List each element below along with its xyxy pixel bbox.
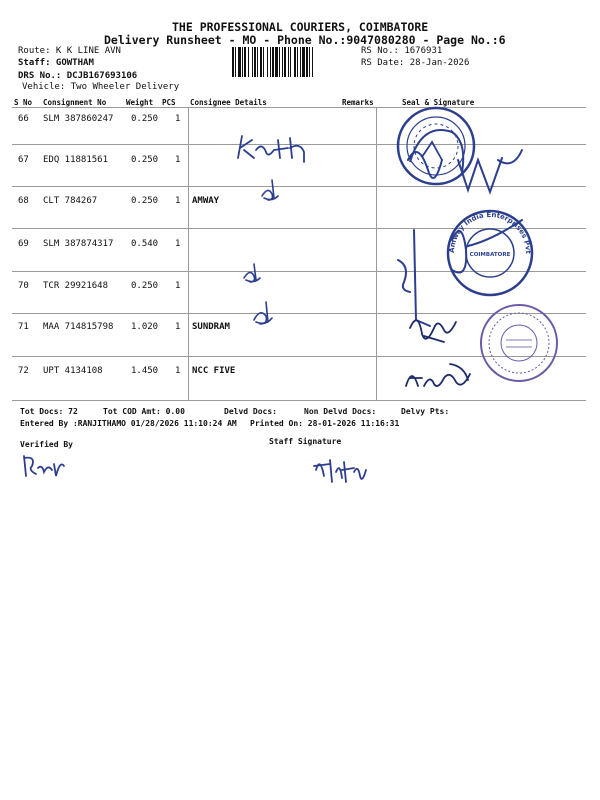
row-consignment: UPT 4134108 [43, 366, 103, 376]
row-sno: 68 [18, 196, 29, 206]
total-docs: Tot Docs: 72 [20, 407, 78, 416]
barcode-bar [300, 47, 301, 77]
barcode-bar [248, 47, 249, 77]
handwritten-initial [258, 176, 282, 204]
col-seal-header: Seal & Signature [402, 98, 475, 107]
barcode-bar [232, 47, 234, 77]
delivery-points: Delvy Pts: [401, 407, 450, 416]
row-consignment: MAA 714815798 [43, 322, 114, 332]
staff-label: Staff: GOWTHAM [18, 58, 94, 68]
total-cod: Tot COD Amt: 0.00 [103, 407, 185, 416]
col-remarks-header: Remarks [342, 98, 374, 107]
barcode-bar [252, 47, 253, 77]
barcode-bar [254, 47, 256, 77]
handwritten-signature [404, 308, 464, 348]
barcode [232, 47, 357, 77]
amway-stamp-center: COIMBATORE [469, 252, 511, 258]
barcode-bar [279, 47, 280, 77]
rs-date: RS Date: 28-Jan-2026 [361, 58, 470, 68]
col-sno-header: S No [14, 98, 33, 107]
row-pcs: 1 [175, 239, 181, 249]
col-pcs-header: PCS [162, 98, 176, 107]
barcode-bar [294, 47, 296, 77]
header-divider [12, 107, 586, 108]
barcode-bar [235, 47, 236, 77]
rs-number: RS No.: 1676931 [361, 46, 443, 56]
col-consignee-header: Consignee Details [190, 98, 267, 107]
staff-signature-label: Staff Signature [269, 437, 342, 446]
handwritten-initial [250, 298, 276, 328]
handwritten-signature [402, 360, 482, 394]
col-consignment-header: Consignment No [43, 98, 107, 107]
row-weight: 1.020 [131, 322, 159, 332]
entered-by: Entered By :RANJITHAMO 01/28/2026 11:10:24 AM [20, 419, 237, 428]
row-pcs: 1 [175, 196, 181, 206]
drs-number: DRS No.: DCJB167693106 [18, 71, 138, 81]
vehicle-label: Vehicle: Two Wheeler Delivery [22, 82, 180, 92]
row-sno: 69 [18, 239, 29, 249]
row-weight: 0.250 [131, 281, 159, 291]
barcode-bar [282, 47, 283, 77]
row-consignment: TCR 29921648 [43, 281, 109, 291]
row-weight: 0.250 [131, 196, 159, 206]
row-weight: 0.250 [131, 155, 159, 165]
barcode-bar [312, 47, 313, 77]
barcode-bar [290, 47, 291, 77]
handwritten-initial [240, 260, 264, 286]
row-pcs: 1 [175, 155, 181, 165]
barcode-bar [272, 47, 274, 77]
barcode-bar [270, 47, 271, 77]
handwritten-signature [230, 128, 320, 168]
row-consignee: NCC FIVE [192, 366, 236, 376]
row-weight: 0.540 [131, 239, 159, 249]
row-weight: 0.250 [131, 114, 159, 124]
company-name: THE PROFESSIONAL COURIERS, COIMBATORE [172, 20, 429, 34]
delivered-docs: Delvd Docs: [224, 407, 277, 416]
route-label: Route: K K LINE AVN [18, 46, 121, 56]
row-pcs: 1 [175, 366, 181, 376]
row-sno: 72 [18, 366, 29, 376]
row-sno: 67 [18, 155, 29, 165]
row-consignee: AMWAY [192, 196, 220, 206]
barcode-bar [302, 47, 305, 77]
barcode-bar [238, 47, 241, 77]
barcode-bar [263, 47, 264, 77]
col-weight-header: Weight [126, 98, 154, 107]
barcode-bar [257, 47, 258, 77]
seal-overlay-signature [398, 130, 528, 200]
verifier-signature [18, 450, 68, 480]
barcode-bar [242, 47, 243, 77]
row-sno: 66 [18, 114, 29, 124]
barcode-bar [244, 47, 246, 77]
row-sno: 70 [18, 281, 29, 291]
row-pcs: 1 [175, 281, 181, 291]
printed-on: Printed On: 28-01-2026 11:16:31 [250, 419, 400, 428]
barcode-bar [275, 47, 278, 77]
row-consignee: SUNDRAM [192, 322, 230, 332]
barcode-bar [267, 47, 268, 77]
amway-stamp-text: Amway India Enterprises Pvt. Ltd. [437, 199, 533, 254]
table-bottom-line [12, 400, 586, 401]
row-consignment: SLM 387874317 [43, 239, 114, 249]
barcode-bar [288, 47, 289, 77]
barcode-bar [309, 47, 310, 77]
barcode-bar [297, 47, 298, 77]
verified-by-label: Verified By [20, 440, 73, 449]
row-sno: 71 [18, 322, 29, 332]
barcode-bar [306, 47, 308, 77]
row-consignment: CLT 784267 [43, 196, 98, 206]
non-delivered-docs: Non Delvd Docs: [304, 407, 377, 416]
row-consignment: EDQ 11881561 [43, 155, 109, 165]
row-pcs: 1 [175, 114, 181, 124]
row-pcs: 1 [175, 322, 181, 332]
row-consignment: SLM 387860247 [43, 114, 114, 124]
barcode-bar [260, 47, 262, 77]
row-weight: 1.450 [131, 366, 159, 376]
barcode-bar [284, 47, 286, 77]
runsheet-title: Delivery Runsheet - MO - Phone No.:9047080280 - Page No.:6 [104, 33, 506, 47]
staff-signature [310, 452, 370, 488]
